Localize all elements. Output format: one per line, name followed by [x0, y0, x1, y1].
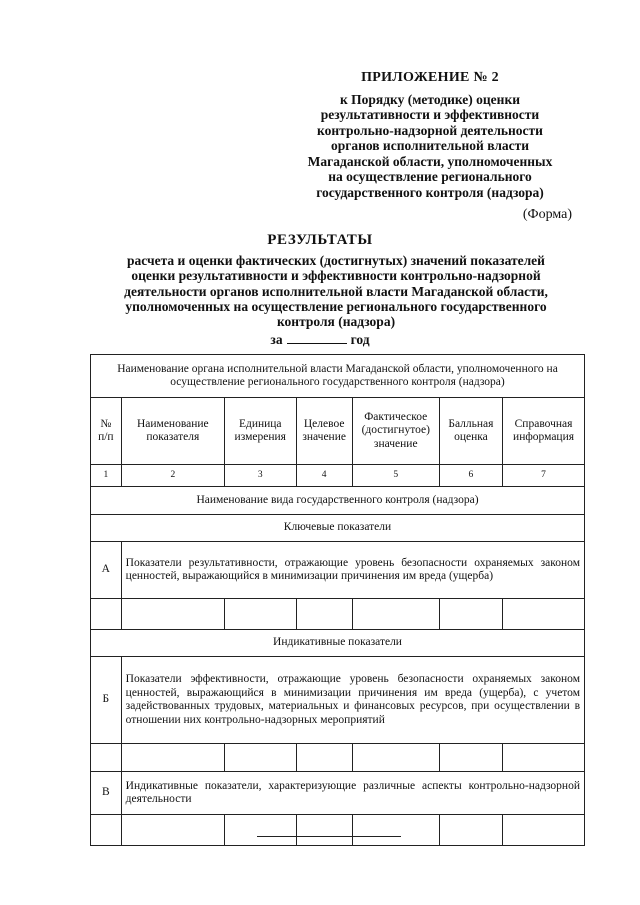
row-v-text: Индикативные показатели, характеризующие различные аспекты контрольно-надзорной деятельности — [121, 772, 584, 815]
row-b-text: Показатели эффективности, отражающие уровень безопасности охраняемых законом ценностей, выражающийся в минимизации причинения им вреда (ущерба), с учетом задействованных трудовых, материальных и финансовых ресурсов, при осуществлении в отношении них контрольно-надзорных мероприятий — [121, 657, 584, 744]
empty-cell[interactable] — [503, 599, 585, 630]
empty-cell[interactable] — [503, 744, 585, 772]
col-number-cell: 3 — [224, 465, 296, 487]
appendix-line: государственного контроля (надзора) — [316, 184, 544, 200]
indicative-indicators-row: Индикативные показатели — [91, 630, 585, 657]
empty-cell[interactable] — [296, 599, 352, 630]
subtitle-line: оценки результативности и эффективности контрольно-надзорной — [131, 268, 541, 284]
empty-cell[interactable] — [439, 599, 502, 630]
empty-cell[interactable] — [352, 599, 439, 630]
year-blank[interactable] — [287, 331, 347, 344]
col-header-indicator-name: Наименование показателя — [121, 398, 224, 465]
empty-cell[interactable] — [296, 744, 352, 772]
appendix-line: органов исполнительной власти — [330, 138, 530, 153]
appendix-line: на осуществление регионального — [328, 169, 532, 184]
appendix-title: ПРИЛОЖЕНИЕ № 2 — [361, 70, 499, 85]
col-header-score: Балльная оценка — [439, 398, 502, 465]
appendix-block — [280, 70, 580, 200]
empty-cell[interactable] — [121, 744, 224, 772]
key-indicators-row: Ключевые показатели — [91, 515, 585, 542]
subtitle-line: контроля (надзора) — [276, 314, 396, 330]
empty-cell[interactable] — [91, 599, 122, 630]
empty-cell[interactable] — [91, 744, 122, 772]
col-header-reference-info: Справочная информация — [503, 398, 585, 465]
subtitle-line: расчета и оценки фактических (достигнутых) значений показателей — [127, 253, 545, 268]
period-suffix: год — [350, 332, 370, 347]
empty-cell[interactable] — [439, 815, 502, 846]
empty-cell[interactable] — [503, 815, 585, 846]
appendix-line: к Порядку (методике) оценки — [339, 91, 521, 107]
appendix-line: Магаданской области, уполномоченных — [307, 153, 553, 169]
form-label: (Форма) — [522, 207, 572, 222]
results-table — [90, 354, 585, 846]
empty-cell[interactable] — [224, 744, 296, 772]
empty-cell[interactable] — [224, 815, 296, 846]
empty-cell[interactable] — [439, 744, 502, 772]
row-a-text: Показатели результативности, отражающие уровень безопасности охраняемых законом ценностей, выражающийся в минимизации причинения им вреда (ущерба) — [121, 542, 584, 599]
col-number-cell: 1 — [91, 465, 122, 487]
org-header-cell: Наименование органа исполнительной власти Магаданской области, уполномоченного на осуществление регионального государственного контроля (надзора) — [91, 355, 585, 398]
subtitle-line: уполномоченных на осуществление регионального государственного — [125, 298, 547, 314]
row-b-label: Б — [91, 657, 122, 744]
empty-cell[interactable] — [121, 815, 224, 846]
empty-cell[interactable] — [121, 599, 224, 630]
empty-data-row — [91, 744, 585, 772]
col-number-cell: 2 — [121, 465, 224, 487]
empty-cell[interactable] — [296, 815, 352, 846]
empty-cell[interactable] — [352, 815, 439, 846]
col-header-number: № п/п — [91, 398, 122, 465]
appendix-line: результативности и эффективности — [320, 107, 540, 122]
col-header-actual-value: Фактическое (достигнутое) значение — [352, 398, 439, 465]
col-number-cell: 6 — [439, 465, 502, 487]
col-number-cell: 5 — [352, 465, 439, 487]
results-title: РЕЗУЛЬТАТЫ — [267, 232, 373, 248]
closing-rule — [257, 836, 401, 837]
reporting-period — [0, 331, 640, 348]
empty-data-row — [91, 815, 585, 846]
empty-cell[interactable] — [91, 815, 122, 846]
col-header-target-value: Целевое значение — [296, 398, 352, 465]
control-type-row: Наименование вида государственного контроля (надзора) — [91, 487, 585, 515]
col-number-cell: 7 — [503, 465, 585, 487]
col-header-unit: Единица измерения — [224, 398, 296, 465]
document-subtitle — [86, 253, 586, 329]
row-a-label: А — [91, 542, 122, 599]
period-prefix: за — [270, 332, 283, 347]
subtitle-line: деятельности органов исполнительной власти Магаданской области, — [124, 283, 548, 299]
col-number-cell: 4 — [296, 465, 352, 487]
empty-data-row — [91, 599, 585, 630]
empty-cell[interactable] — [224, 599, 296, 630]
row-v-label: В — [91, 772, 122, 815]
appendix-line: контрольно-надзорной деятельности — [317, 122, 543, 138]
empty-cell[interactable] — [352, 744, 439, 772]
